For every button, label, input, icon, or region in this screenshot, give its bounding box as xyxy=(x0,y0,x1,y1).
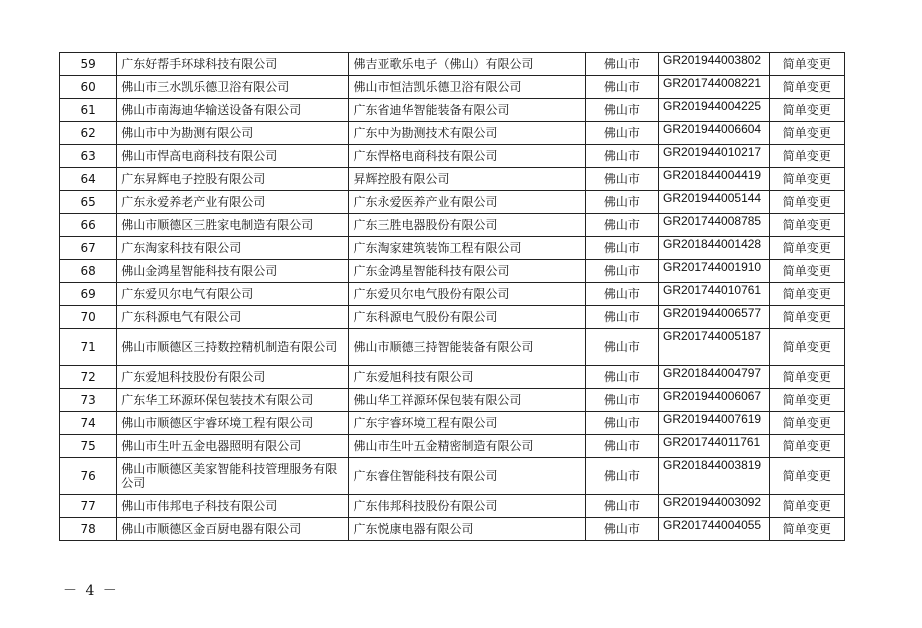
page-number: － 4 － xyxy=(63,583,119,599)
table-row xyxy=(60,389,845,412)
cell-index: 61 xyxy=(60,99,117,122)
cell-new-company-name: 昇辉控股有限公司 xyxy=(349,168,585,191)
cell-index: 62 xyxy=(60,122,117,145)
cell-change-type: 简单变更 xyxy=(769,214,844,237)
cell-company-name: 广东科源电气有限公司 xyxy=(117,306,349,329)
cell-change-type: 简单变更 xyxy=(769,283,844,306)
table-row xyxy=(60,99,845,122)
cell-index: 69 xyxy=(60,283,117,306)
cell-new-company-name: 广东永爱医养产业有限公司 xyxy=(349,191,585,214)
cell-city: 佛山市 xyxy=(585,191,658,214)
cell-change-type: 简单变更 xyxy=(769,122,844,145)
table-row xyxy=(60,145,845,168)
cell-company-name: 广东爱贝尔电气有限公司 xyxy=(117,283,349,306)
cell-company-name: 佛山金鸿星智能科技有限公司 xyxy=(117,260,349,283)
cell-change-type: 简单变更 xyxy=(769,237,844,260)
cell-certificate-number: GR201744011761 xyxy=(659,435,770,458)
table-row xyxy=(60,191,845,214)
cell-city: 佛山市 xyxy=(585,389,658,412)
table-row xyxy=(60,76,845,99)
cell-new-company-name: 广东睿住智能科技有限公司 xyxy=(349,458,585,495)
cell-certificate-number: GR201744004055 xyxy=(659,518,770,541)
cell-certificate-number: GR201944004225 xyxy=(659,99,770,122)
cell-new-company-name: 广东金鸿星智能科技有限公司 xyxy=(349,260,585,283)
cell-city: 佛山市 xyxy=(585,495,658,518)
cell-change-type: 简单变更 xyxy=(769,168,844,191)
cell-city: 佛山市 xyxy=(585,53,658,76)
table-row xyxy=(60,168,845,191)
cell-new-company-name: 广东悦康电器有限公司 xyxy=(349,518,585,541)
cell-certificate-number: GR201744008785 xyxy=(659,214,770,237)
cell-city: 佛山市 xyxy=(585,412,658,435)
cell-change-type: 简单变更 xyxy=(769,435,844,458)
cell-certificate-number: GR201944006604 xyxy=(659,122,770,145)
cell-company-name: 佛山市生叶五金电器照明有限公司 xyxy=(117,435,349,458)
cell-new-company-name: 佛吉亚歌乐电子（佛山）有限公司 xyxy=(349,53,585,76)
cell-company-name: 广东淘家科技有限公司 xyxy=(117,237,349,260)
cell-certificate-number: GR201944003092 xyxy=(659,495,770,518)
cell-certificate-number: GR201744010761 xyxy=(659,283,770,306)
cell-city: 佛山市 xyxy=(585,237,658,260)
cell-new-company-name: 广东中为勘测技术有限公司 xyxy=(349,122,585,145)
table-row xyxy=(60,53,845,76)
cell-index: 74 xyxy=(60,412,117,435)
cell-city: 佛山市 xyxy=(585,458,658,495)
cell-index: 71 xyxy=(60,329,117,366)
cell-certificate-number: GR201844003819 xyxy=(659,458,770,495)
table-row xyxy=(60,306,845,329)
cell-certificate-number: GR201944007619 xyxy=(659,412,770,435)
cell-certificate-number: GR201944003802 xyxy=(659,53,770,76)
cell-change-type: 简单变更 xyxy=(769,53,844,76)
cell-index: 60 xyxy=(60,76,117,99)
cell-company-name: 佛山市南海迪华输送设备有限公司 xyxy=(117,99,349,122)
cell-city: 佛山市 xyxy=(585,168,658,191)
cell-new-company-name: 广东科源电气股份有限公司 xyxy=(349,306,585,329)
cell-company-name: 广东永爱养老产业有限公司 xyxy=(117,191,349,214)
cell-index: 75 xyxy=(60,435,117,458)
cell-new-company-name: 佛山市顺德三持智能装备有限公司 xyxy=(349,329,585,366)
cell-certificate-number: GR201844004797 xyxy=(659,366,770,389)
cell-change-type: 简单变更 xyxy=(769,495,844,518)
cell-company-name: 广东昇辉电子控股有限公司 xyxy=(117,168,349,191)
cell-change-type: 简单变更 xyxy=(769,412,844,435)
table-row xyxy=(60,260,845,283)
table-row xyxy=(60,518,845,541)
cell-certificate-number: GR201944010217 xyxy=(659,145,770,168)
cell-city: 佛山市 xyxy=(585,283,658,306)
cell-city: 佛山市 xyxy=(585,99,658,122)
record-table xyxy=(59,52,845,541)
cell-certificate-number: GR201744001910 xyxy=(659,260,770,283)
cell-change-type: 简单变更 xyxy=(769,306,844,329)
cell-index: 65 xyxy=(60,191,117,214)
cell-certificate-number: GR201844001428 xyxy=(659,237,770,260)
table-row xyxy=(60,435,845,458)
cell-change-type: 简单变更 xyxy=(769,518,844,541)
cell-certificate-number: GR201944006067 xyxy=(659,389,770,412)
cell-change-type: 简单变更 xyxy=(769,458,844,495)
cell-new-company-name: 广东悍格电商科技有限公司 xyxy=(349,145,585,168)
cell-city: 佛山市 xyxy=(585,518,658,541)
cell-company-name: 广东华工环源环保包装技术有限公司 xyxy=(117,389,349,412)
cell-certificate-number: GR201744005187 xyxy=(659,329,770,366)
table-row xyxy=(60,283,845,306)
cell-company-name: 佛山市悍高电商科技有限公司 xyxy=(117,145,349,168)
cell-company-name: 佛山市三水凯乐德卫浴有限公司 xyxy=(117,76,349,99)
cell-city: 佛山市 xyxy=(585,214,658,237)
cell-new-company-name: 广东省迪华智能装备有限公司 xyxy=(349,99,585,122)
cell-index: 77 xyxy=(60,495,117,518)
cell-company-name: 佛山市顺德区宇睿环境工程有限公司 xyxy=(117,412,349,435)
cell-new-company-name: 佛山市恒洁凯乐德卫浴有限公司 xyxy=(349,76,585,99)
cell-change-type: 简单变更 xyxy=(769,145,844,168)
cell-company-name: 佛山市顺德区三持数控精机制造有限公司 xyxy=(117,329,349,366)
table-row xyxy=(60,366,845,389)
cell-index: 70 xyxy=(60,306,117,329)
cell-company-name: 广东好帮手环球科技有限公司 xyxy=(117,53,349,76)
cell-company-name: 广东爱旭科技股份有限公司 xyxy=(117,366,349,389)
cell-city: 佛山市 xyxy=(585,76,658,99)
cell-city: 佛山市 xyxy=(585,329,658,366)
cell-city: 佛山市 xyxy=(585,145,658,168)
cell-index: 59 xyxy=(60,53,117,76)
cell-new-company-name: 广东伟邦科技股份有限公司 xyxy=(349,495,585,518)
cell-index: 66 xyxy=(60,214,117,237)
cell-index: 76 xyxy=(60,458,117,495)
cell-index: 63 xyxy=(60,145,117,168)
cell-new-company-name: 广东爱贝尔电气股份有限公司 xyxy=(349,283,585,306)
cell-new-company-name: 广东宇睿环境工程有限公司 xyxy=(349,412,585,435)
cell-certificate-number: GR201844004419 xyxy=(659,168,770,191)
cell-city: 佛山市 xyxy=(585,260,658,283)
table-row xyxy=(60,237,845,260)
cell-new-company-name: 广东三胜电器股份有限公司 xyxy=(349,214,585,237)
cell-change-type: 简单变更 xyxy=(769,76,844,99)
cell-city: 佛山市 xyxy=(585,122,658,145)
cell-company-name: 佛山市顺德区三胜家电制造有限公司 xyxy=(117,214,349,237)
cell-change-type: 简单变更 xyxy=(769,389,844,412)
cell-new-company-name: 佛山市生叶五金精密制造有限公司 xyxy=(349,435,585,458)
cell-company-name: 佛山市顺德区美家智能科技管理服务有限公司 xyxy=(117,458,349,495)
cell-city: 佛山市 xyxy=(585,306,658,329)
cell-change-type: 简单变更 xyxy=(769,99,844,122)
cell-new-company-name: 广东爱旭科技有限公司 xyxy=(349,366,585,389)
cell-index: 73 xyxy=(60,389,117,412)
cell-certificate-number: GR201944006577 xyxy=(659,306,770,329)
cell-certificate-number: GR201944005144 xyxy=(659,191,770,214)
table-row xyxy=(60,458,845,495)
cell-company-name: 佛山市伟邦电子科技有限公司 xyxy=(117,495,349,518)
table-row xyxy=(60,329,845,366)
table-row xyxy=(60,412,845,435)
cell-city: 佛山市 xyxy=(585,435,658,458)
cell-new-company-name: 佛山华工祥源环保包装有限公司 xyxy=(349,389,585,412)
cell-index: 78 xyxy=(60,518,117,541)
cell-company-name: 佛山市顺德区金百厨电器有限公司 xyxy=(117,518,349,541)
cell-company-name: 佛山市中为勘测有限公司 xyxy=(117,122,349,145)
table-row xyxy=(60,495,845,518)
cell-index: 64 xyxy=(60,168,117,191)
cell-certificate-number: GR201744008221 xyxy=(659,76,770,99)
table-row xyxy=(60,214,845,237)
cell-change-type: 简单变更 xyxy=(769,366,844,389)
cell-new-company-name: 广东淘家建筑装饰工程有限公司 xyxy=(349,237,585,260)
record-table-body xyxy=(60,53,845,541)
table-row xyxy=(60,122,845,145)
cell-change-type: 简单变更 xyxy=(769,191,844,214)
cell-index: 72 xyxy=(60,366,117,389)
cell-city: 佛山市 xyxy=(585,366,658,389)
cell-index: 68 xyxy=(60,260,117,283)
cell-index: 67 xyxy=(60,237,117,260)
cell-change-type: 简单变更 xyxy=(769,260,844,283)
cell-change-type: 简单变更 xyxy=(769,329,844,366)
